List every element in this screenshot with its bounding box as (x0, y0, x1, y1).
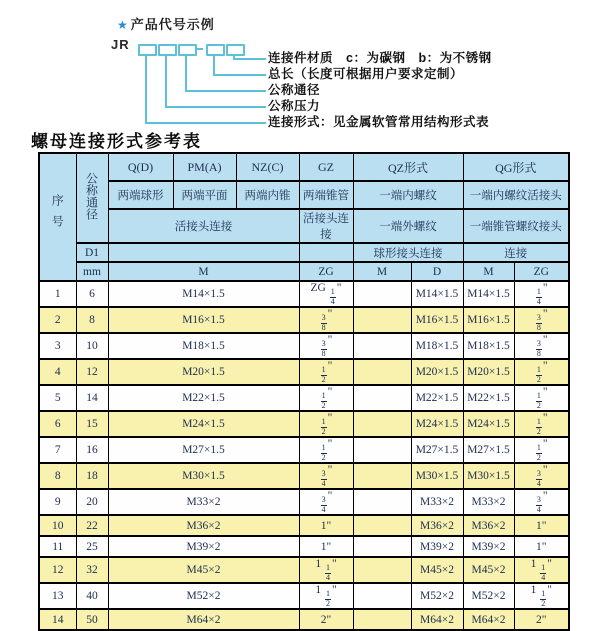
header-union-conn: 活接头连接 (108, 209, 299, 243)
header-q-desc: 两端球形 (108, 181, 173, 209)
table-row (39, 557, 569, 583)
table-row (39, 333, 569, 359)
header-mm: mm (76, 262, 108, 281)
cell-qg-m: M16×1.5 (463, 307, 514, 333)
table-row (39, 359, 569, 385)
code-dash (196, 48, 203, 50)
cell-gz-zg: $\frac{1}{2}$ " (299, 411, 353, 437)
cell-qz-m (353, 359, 411, 385)
cell-dn: 6 (76, 281, 108, 307)
cell-qg-zg: $\frac{1}{2}$ " (514, 385, 569, 411)
header-m2: M (353, 262, 411, 281)
cell-dn: 10 (76, 333, 108, 359)
table-body (39, 281, 569, 630)
cell-dn: 40 (76, 583, 108, 609)
cell-qz-d: M27×1.5 (411, 437, 463, 463)
cell-m: M33×2 (108, 489, 299, 515)
cell-qz-m (353, 536, 411, 557)
cell-m: M22×1.5 (108, 385, 299, 411)
cell-qz-m (353, 333, 411, 359)
cell-qg-m: M39×2 (463, 536, 514, 557)
cell-qg-zg: $\frac{1}{2}$ " (514, 411, 569, 437)
cell-qg-zg: $\frac{3}{8}$ " (514, 307, 569, 333)
cell-qz-d: M52×2 (411, 583, 463, 609)
header-m1: M (108, 262, 299, 281)
cell-qg-m: M52×2 (463, 583, 514, 609)
cell-seq: 11 (39, 536, 76, 557)
cell-dn: 25 (76, 536, 108, 557)
cell-qg-m: M18×1.5 (463, 333, 514, 359)
header-gz-conn: 活接头连接 (299, 209, 353, 243)
cell-qz-d: M64×2 (411, 609, 463, 630)
cell-dn: 8 (76, 307, 108, 333)
table-title: 螺母连接形式参考表 (31, 132, 202, 151)
table-row (39, 536, 569, 557)
header-q: Q(D) (108, 153, 173, 181)
cell-gz-zg: 1" (299, 515, 353, 536)
cell-seq: 12 (39, 557, 76, 583)
cell-gz-zg: 1 $\frac{1}{4}$ " (299, 557, 353, 583)
callout-label-connection: 连接形式：见金属软管常用结构形式表 (268, 115, 490, 129)
cell-m: M24×1.5 (108, 411, 299, 437)
cell-qg-m: M30×1.5 (463, 463, 514, 489)
diagram-heading-text: 产品代号示例 (130, 17, 215, 32)
cell-qz-m (353, 281, 411, 307)
cell-qz-m (353, 557, 411, 583)
cell-qg-m: M24×1.5 (463, 411, 514, 437)
header-qz-desc1: 一端内螺纹 (353, 181, 463, 209)
cell-qg-zg: $\frac{3}{8}$ " (514, 333, 569, 359)
cell-qz-d: M22×1.5 (411, 385, 463, 411)
table-row (39, 307, 569, 333)
header-pm: PM(A) (173, 153, 236, 181)
cell-qg-zg: 2" (514, 609, 569, 630)
cell-m: M16×1.5 (108, 307, 299, 333)
callout-label-diameter: 公称通径 (268, 83, 321, 97)
cell-qz-d: M36×2 (411, 515, 463, 536)
cell-dn: 18 (76, 463, 108, 489)
header-qg-desc1: 一端内螺纹活接头 (463, 181, 569, 209)
header-nz-desc: 两端内锥 (236, 181, 299, 209)
cell-m: M39×2 (108, 536, 299, 557)
header-gz: GZ (299, 153, 353, 181)
cell-gz-zg: $\frac{3}{8}$ " (299, 333, 353, 359)
cell-qg-m: M36×2 (463, 515, 514, 536)
cell-qz-d: M30×1.5 (411, 463, 463, 489)
cell-qg-zg: $\frac{1}{2}$ " (514, 359, 569, 385)
header-qz-conn: 球形接头连接 (353, 243, 463, 262)
cell-seq: 1 (39, 281, 76, 307)
cell-qz-d: M18×1.5 (411, 333, 463, 359)
table-row (39, 437, 569, 463)
table-header (39, 153, 569, 281)
cell-qz-d: M16×1.5 (411, 307, 463, 333)
cell-dn: 15 (76, 411, 108, 437)
cell-seq: 9 (39, 489, 76, 515)
cell-qg-zg: $\frac{3}{4}$ " (514, 489, 569, 515)
cell-qg-m: M64×2 (463, 609, 514, 630)
table-row (39, 411, 569, 437)
cell-m: M18×1.5 (108, 333, 299, 359)
header-qz-desc2: 一端外螺纹 (353, 209, 463, 243)
cell-seq: 3 (39, 333, 76, 359)
header-pm-desc: 两端平面 (173, 181, 236, 209)
cell-dn: 16 (76, 437, 108, 463)
header-qz: QZ形式 (353, 153, 463, 181)
cell-seq: 8 (39, 463, 76, 489)
header-zg1: ZG (299, 262, 353, 281)
cell-m: M14×1.5 (108, 281, 299, 307)
cell-gz-zg: $\frac{1}{2}$ " (299, 359, 353, 385)
cell-qg-m: M45×2 (463, 557, 514, 583)
header-blank-gz (299, 243, 353, 262)
cell-qz-d: M14×1.5 (411, 281, 463, 307)
header-nz: NZ(C) (236, 153, 299, 181)
cell-qz-d: M24×1.5 (411, 411, 463, 437)
header-zg2: ZG (514, 262, 569, 281)
cell-gz-zg: $\frac{1}{2}$ " (299, 385, 353, 411)
cell-gz-zg: 2" (299, 609, 353, 630)
cell-m: M45×2 (108, 557, 299, 583)
callout-line-5 (145, 54, 266, 124)
cell-qz-m (353, 463, 411, 489)
table-row (39, 515, 569, 536)
star-icon: ★ (117, 18, 129, 32)
cell-qz-d: M45×2 (411, 557, 463, 583)
cell-qz-m (353, 307, 411, 333)
cell-gz-zg: 1" (299, 536, 353, 557)
callout-label-material: 连接件材质 c：为碳钢 b：为不锈钢 (268, 51, 492, 65)
cell-qg-m: M14×1.5 (463, 281, 514, 307)
cell-qg-zg: 1 $\frac{1}{4}$ " (514, 557, 569, 583)
cell-qg-m: M27×1.5 (463, 437, 514, 463)
cell-dn: 20 (76, 489, 108, 515)
cell-m: M64×2 (108, 609, 299, 630)
callout-label-pressure: 公称压力 (268, 99, 321, 113)
cell-dn: 12 (76, 359, 108, 385)
cell-qg-m: M33×2 (463, 489, 514, 515)
header-seq: 序号 (39, 153, 76, 281)
cell-seq: 4 (39, 359, 76, 385)
code-prefix: JR (111, 37, 130, 52)
cell-qz-d: M33×2 (411, 489, 463, 515)
header-d1: D1 (76, 243, 108, 262)
cell-qz-m (353, 489, 411, 515)
cell-gz-zg: $\frac{3}{4}$ " (299, 489, 353, 515)
cell-seq: 13 (39, 583, 76, 609)
cell-qg-zg: 1" (514, 515, 569, 536)
cell-qg-zg: $\frac{1}{2}$ " (514, 437, 569, 463)
cell-qz-m (353, 411, 411, 437)
cell-m: M52×2 (108, 583, 299, 609)
cell-qz-m (353, 609, 411, 630)
cell-seq: 2 (39, 307, 76, 333)
cell-seq: 5 (39, 385, 76, 411)
header-blank-qpmnz (108, 243, 299, 262)
cell-qg-zg: $\frac{3}{4}$ " (514, 463, 569, 489)
header-gz-desc: 两端锥管 (299, 181, 353, 209)
callout-label-length: 总长（长度可根据用户要求定制） (268, 67, 464, 81)
cell-seq: 14 (39, 609, 76, 630)
nut-connection-table (38, 152, 570, 631)
table-row (39, 463, 569, 489)
cell-qg-m: M20×1.5 (463, 359, 514, 385)
cell-gz-zg: 1 $\frac{1}{2}$ " (299, 583, 353, 609)
cell-m: M27×1.5 (108, 437, 299, 463)
cell-dn: 50 (76, 609, 108, 630)
table-row (39, 489, 569, 515)
cell-seq: 6 (39, 411, 76, 437)
cell-dn: 14 (76, 385, 108, 411)
header-m3: M (463, 262, 514, 281)
cell-qz-m (353, 515, 411, 536)
cell-m: M36×2 (108, 515, 299, 536)
cell-dn: 32 (76, 557, 108, 583)
table-row (39, 609, 569, 630)
cell-qg-m: M22×1.5 (463, 385, 514, 411)
cell-m: M20×1.5 (108, 359, 299, 385)
cell-gz-zg: $\frac{3}{8}$ " (299, 307, 353, 333)
cell-gz-zg: $\frac{3}{4}$ " (299, 463, 353, 489)
cell-qz-d: M20×1.5 (411, 359, 463, 385)
cell-seq: 7 (39, 437, 76, 463)
table-row (39, 385, 569, 411)
header-nominal: 公称通径 (76, 153, 108, 243)
cell-seq: 10 (39, 515, 76, 536)
header-qg: QG形式 (463, 153, 569, 181)
cell-qg-zg: 1" (514, 536, 569, 557)
cell-gz-zg: $\frac{1}{2}$ " (299, 437, 353, 463)
header-qg-desc2: 一端锥管螺纹接头 (463, 209, 569, 243)
cell-qg-zg: 1 $\frac{1}{2}$ " (514, 583, 569, 609)
diagram-heading (117, 14, 215, 33)
cell-dn: 22 (76, 515, 108, 536)
cell-m: M30×1.5 (108, 463, 299, 489)
header-qg-conn: 连接 (463, 243, 569, 262)
cell-qz-d: M39×2 (411, 536, 463, 557)
cell-qz-m (353, 385, 411, 411)
header-d: D (411, 262, 463, 281)
table-row (39, 583, 569, 609)
cell-qg-zg: $\frac{1}{4}$ " (514, 281, 569, 307)
table-row (39, 281, 569, 307)
cell-qz-m (353, 437, 411, 463)
cell-qz-m (353, 583, 411, 609)
cell-gz-zg: ZG $\frac{1}{4}$ " (299, 281, 353, 307)
